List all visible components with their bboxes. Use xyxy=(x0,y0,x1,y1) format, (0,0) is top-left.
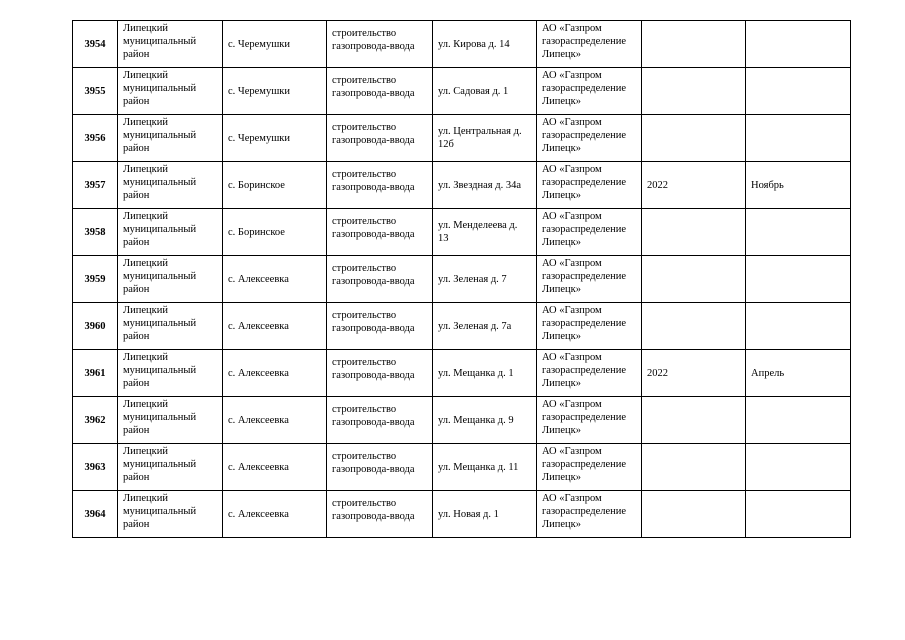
address-line: ул. Новая д. 1 xyxy=(438,508,499,520)
organization-line: АО «Газпром xyxy=(542,70,602,81)
organization-line: газораспределение xyxy=(542,130,627,141)
row-number-cell: 3956 xyxy=(73,115,118,162)
work-type-line: строительство xyxy=(332,498,397,509)
district-line: муниципальный xyxy=(123,271,197,282)
district-line: район xyxy=(123,49,150,60)
work-type-line: строительство xyxy=(332,216,397,227)
district-line: Липецкий xyxy=(123,117,168,128)
organization-line: АО «Газпром xyxy=(542,305,602,316)
work-type-cell xyxy=(327,491,433,538)
work-type-line: строительство xyxy=(332,122,397,133)
row-number-cell: 3960 xyxy=(73,303,118,350)
table-row xyxy=(73,491,851,538)
organization-line: АО «Газпром xyxy=(542,211,602,222)
month-cell xyxy=(746,491,851,538)
table-row xyxy=(73,303,851,350)
work-type-line: газопровода-ввода xyxy=(332,323,415,334)
year-cell xyxy=(642,21,746,68)
address-cell xyxy=(433,68,537,115)
locality-cell: с. Боринское xyxy=(223,209,327,256)
year-cell xyxy=(642,256,746,303)
work-type-line: газопровода-ввода xyxy=(332,464,415,475)
work-type-line: строительство xyxy=(332,75,397,86)
organization-cell xyxy=(537,444,642,491)
work-type-cell xyxy=(327,303,433,350)
organization-line: газораспределение xyxy=(542,271,627,282)
year-cell: 2022 xyxy=(642,162,746,209)
year-cell xyxy=(642,491,746,538)
table-row xyxy=(73,68,851,115)
locality-cell: с. Черемушки xyxy=(223,21,327,68)
work-type-cell xyxy=(327,397,433,444)
organization-cell xyxy=(537,68,642,115)
table-row xyxy=(73,350,851,397)
work-type-line: газопровода-ввода xyxy=(332,88,415,99)
district-cell xyxy=(118,491,223,538)
row-number-cell: 3962 xyxy=(73,397,118,444)
address-cell xyxy=(433,491,537,538)
district-line: муниципальный xyxy=(123,459,197,470)
locality-cell: с. Боринское xyxy=(223,162,327,209)
district-line: Липецкий xyxy=(123,352,168,363)
organization-line: Липецк» xyxy=(542,237,581,248)
district-line: район xyxy=(123,190,150,201)
work-type-line: газопровода-ввода xyxy=(332,370,415,381)
district-line: муниципальный xyxy=(123,365,197,376)
organization-line: газораспределение xyxy=(542,365,627,376)
district-line: Липецкий xyxy=(123,23,168,34)
organization-line: газораспределение xyxy=(542,412,627,423)
address-line: ул. Мещанка д. 9 xyxy=(438,414,514,426)
district-line: Липецкий xyxy=(123,493,168,504)
organization-line: АО «Газпром xyxy=(542,258,602,269)
year-cell xyxy=(642,444,746,491)
year-cell xyxy=(642,397,746,444)
gas-pipeline-schedule-table xyxy=(72,20,851,538)
month-cell: Ноябрь xyxy=(746,162,851,209)
district-cell xyxy=(118,115,223,162)
work-type-cell xyxy=(327,256,433,303)
locality-cell: с. Алексеевка xyxy=(223,397,327,444)
district-line: Липецкий xyxy=(123,164,168,175)
address-line: ул. Мещанка д. 11 xyxy=(438,461,519,473)
work-type-cell xyxy=(327,350,433,397)
address-cell xyxy=(433,21,537,68)
organization-line: АО «Газпром xyxy=(542,399,602,410)
district-line: муниципальный xyxy=(123,224,197,235)
organization-line: АО «Газпром xyxy=(542,493,602,504)
address-line: ул. Зеленая д. 7 xyxy=(438,273,507,285)
organization-line: Липецк» xyxy=(542,143,581,154)
district-cell xyxy=(118,444,223,491)
organization-cell xyxy=(537,491,642,538)
district-line: район xyxy=(123,237,150,248)
address-line: ул. Мещанка д. 1 xyxy=(438,367,514,379)
district-line: район xyxy=(123,284,150,295)
table-body xyxy=(73,21,851,538)
district-cell xyxy=(118,21,223,68)
district-line: Липецкий xyxy=(123,305,168,316)
district-cell xyxy=(118,162,223,209)
work-type-cell xyxy=(327,68,433,115)
district-cell xyxy=(118,68,223,115)
row-number-cell: 3954 xyxy=(73,21,118,68)
district-cell xyxy=(118,397,223,444)
organization-line: АО «Газпром xyxy=(542,117,602,128)
year-cell xyxy=(642,115,746,162)
organization-line: АО «Газпром xyxy=(542,352,602,363)
district-line: Липецкий xyxy=(123,211,168,222)
year-cell xyxy=(642,68,746,115)
address-line: ул. Менделеева д. xyxy=(438,220,518,231)
table-row xyxy=(73,256,851,303)
organization-line: Липецк» xyxy=(542,331,581,342)
month-cell xyxy=(746,68,851,115)
work-type-line: газопровода-ввода xyxy=(332,276,415,287)
table-row xyxy=(73,397,851,444)
district-line: район xyxy=(123,331,150,342)
district-line: муниципальный xyxy=(123,130,197,141)
organization-cell xyxy=(537,162,642,209)
row-number-cell: 3955 xyxy=(73,68,118,115)
organization-line: газораспределение xyxy=(542,506,627,517)
district-cell xyxy=(118,350,223,397)
work-type-cell xyxy=(327,162,433,209)
work-type-line: газопровода-ввода xyxy=(332,135,415,146)
address-line: ул. Звездная д. 34а xyxy=(438,179,522,191)
locality-cell: с. Алексеевка xyxy=(223,350,327,397)
work-type-line: газопровода-ввода xyxy=(332,229,415,240)
district-cell xyxy=(118,303,223,350)
work-type-line: строительство xyxy=(332,310,397,321)
work-type-cell xyxy=(327,115,433,162)
work-type-line: строительство xyxy=(332,169,397,180)
month-cell xyxy=(746,21,851,68)
organization-cell xyxy=(537,209,642,256)
work-type-line: газопровода-ввода xyxy=(332,41,415,52)
work-type-cell xyxy=(327,209,433,256)
work-type-line: газопровода-ввода xyxy=(332,417,415,428)
table-row xyxy=(73,444,851,491)
district-line: Липецкий xyxy=(123,258,168,269)
district-line: муниципальный xyxy=(123,318,197,329)
organization-line: газораспределение xyxy=(542,177,627,188)
year-cell xyxy=(642,209,746,256)
locality-cell: с. Черемушки xyxy=(223,115,327,162)
table-row xyxy=(73,162,851,209)
locality-cell: с. Алексеевка xyxy=(223,491,327,538)
year-cell: 2022 xyxy=(642,350,746,397)
organization-line: Липецк» xyxy=(542,190,581,201)
district-line: муниципальный xyxy=(123,506,197,517)
district-line: муниципальный xyxy=(123,36,197,47)
row-number-cell: 3961 xyxy=(73,350,118,397)
organization-cell xyxy=(537,397,642,444)
month-cell: Апрель xyxy=(746,350,851,397)
address-cell xyxy=(433,303,537,350)
address-cell xyxy=(433,209,537,256)
row-number-cell: 3958 xyxy=(73,209,118,256)
row-number-cell: 3963 xyxy=(73,444,118,491)
organization-line: АО «Газпром xyxy=(542,164,602,175)
organization-line: газораспределение xyxy=(542,318,627,329)
organization-line: Липецк» xyxy=(542,378,581,389)
organization-line: Липецк» xyxy=(542,425,581,436)
locality-cell: с. Алексеевка xyxy=(223,256,327,303)
organization-cell xyxy=(537,303,642,350)
district-cell xyxy=(118,256,223,303)
organization-line: Липецк» xyxy=(542,519,581,530)
work-type-line: строительство xyxy=(332,451,397,462)
month-cell xyxy=(746,397,851,444)
organization-line: Липецк» xyxy=(542,96,581,107)
work-type-line: газопровода-ввода xyxy=(332,511,415,522)
district-line: район xyxy=(123,143,150,154)
district-line: Липецкий xyxy=(123,70,168,81)
organization-line: газораспределение xyxy=(542,83,627,94)
address-line: ул. Центральная д. xyxy=(438,126,522,137)
locality-cell: с. Алексеевка xyxy=(223,444,327,491)
work-type-cell xyxy=(327,444,433,491)
table-row xyxy=(73,21,851,68)
organization-cell xyxy=(537,21,642,68)
address-line: 13 xyxy=(438,233,449,244)
address-line: ул. Зеленая д. 7а xyxy=(438,320,512,332)
organization-line: Липецк» xyxy=(542,472,581,483)
work-type-line: строительство xyxy=(332,28,397,39)
organization-line: газораспределение xyxy=(542,459,627,470)
month-cell xyxy=(746,303,851,350)
address-line: ул. Кирова д. 14 xyxy=(438,38,510,50)
organization-line: газораспределение xyxy=(542,36,627,47)
district-line: район xyxy=(123,378,150,389)
table-row xyxy=(73,209,851,256)
organization-cell xyxy=(537,115,642,162)
district-line: муниципальный xyxy=(123,83,197,94)
address-cell xyxy=(433,115,537,162)
district-line: район xyxy=(123,425,150,436)
month-cell xyxy=(746,209,851,256)
district-line: муниципальный xyxy=(123,177,197,188)
month-cell xyxy=(746,256,851,303)
work-type-line: газопровода-ввода xyxy=(332,182,415,193)
locality-cell: с. Черемушки xyxy=(223,68,327,115)
district-line: район xyxy=(123,96,150,107)
organization-cell xyxy=(537,350,642,397)
table-row xyxy=(73,115,851,162)
month-cell xyxy=(746,115,851,162)
organization-cell xyxy=(537,256,642,303)
year-cell xyxy=(642,303,746,350)
work-type-cell xyxy=(327,21,433,68)
address-cell xyxy=(433,350,537,397)
district-line: муниципальный xyxy=(123,412,197,423)
address-line: ул. Садовая д. 1 xyxy=(438,85,509,97)
work-type-line: строительство xyxy=(332,357,397,368)
address-line: 12б xyxy=(438,139,454,150)
organization-line: АО «Газпром xyxy=(542,23,602,34)
organization-line: Липецк» xyxy=(542,49,581,60)
district-line: район xyxy=(123,519,150,530)
locality-cell: с. Алексеевка xyxy=(223,303,327,350)
district-line: Липецкий xyxy=(123,399,168,410)
work-type-line: строительство xyxy=(332,263,397,274)
address-cell xyxy=(433,444,537,491)
month-cell xyxy=(746,444,851,491)
work-type-line: строительство xyxy=(332,404,397,415)
organization-line: Липецк» xyxy=(542,284,581,295)
address-cell xyxy=(433,397,537,444)
district-line: Липецкий xyxy=(123,446,168,457)
row-number-cell: 3957 xyxy=(73,162,118,209)
district-cell xyxy=(118,209,223,256)
address-cell xyxy=(433,256,537,303)
row-number-cell: 3959 xyxy=(73,256,118,303)
row-number-cell: 3964 xyxy=(73,491,118,538)
organization-line: газораспределение xyxy=(542,224,627,235)
district-line: район xyxy=(123,472,150,483)
organization-line: АО «Газпром xyxy=(542,446,602,457)
address-cell xyxy=(433,162,537,209)
